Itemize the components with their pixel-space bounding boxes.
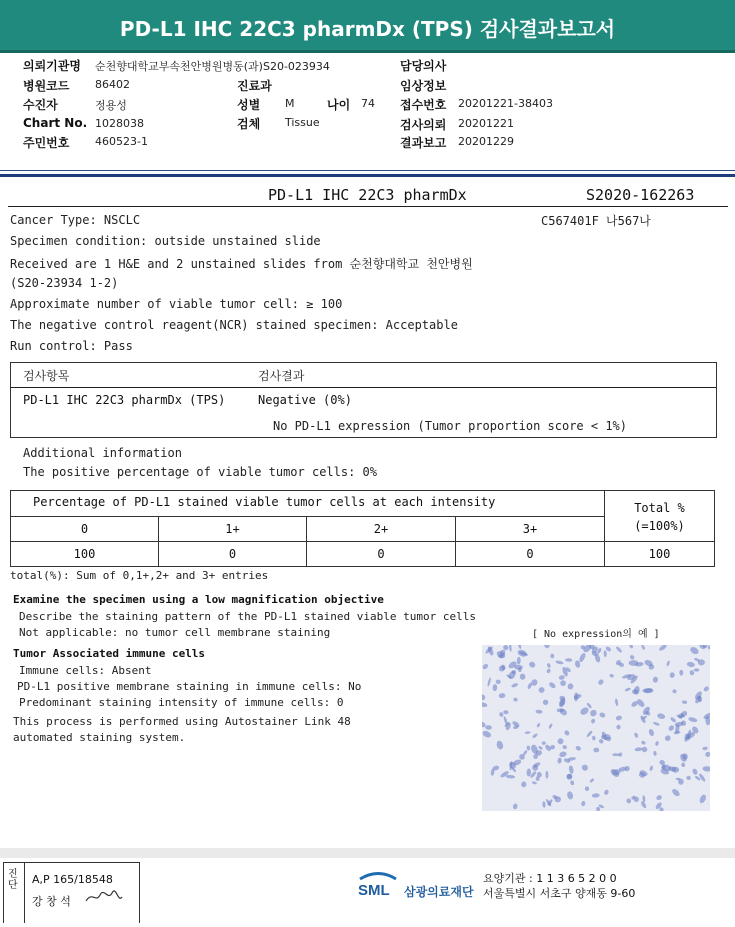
sml-logo-icon [356,870,400,898]
intensity-col-1plus [158,516,307,542]
signature-box-divider [24,863,25,923]
intensity-value-2plus [306,541,456,567]
immune-line: Predominant staining intensity of immune cells: 0 [19,696,344,709]
header-value-sex: M [285,97,295,110]
intensity-value-total [604,541,715,567]
result-detail: No PD-L1 expression (Tumor proportion score < 1%) [273,419,628,433]
signature-box [3,862,140,923]
header-label-report-date: 결과보고 [400,136,447,150]
tissue-nucleus [546,771,549,779]
header-divider-thick [0,174,735,177]
intensity-total-value: 100 [648,547,671,561]
result-col-header-item: 검사항목 [23,369,70,383]
intensity-table-header [10,490,605,517]
intensity-value-3plus [455,541,605,567]
intensity-value: 0 [228,547,237,561]
intensity-col-2plus [306,516,456,542]
org-logo [356,870,400,902]
report-heading-rule [8,206,728,207]
tissue-stain-pattern [482,645,710,811]
tissue-nucleus [555,796,561,802]
result-table-divider [11,387,716,388]
report-line: The negative control reagent(NCR) stained specimen: Acceptable [10,318,458,332]
org-name: 삼광의료재단 [404,885,474,899]
report-line: Run control: Pass [10,339,133,353]
intensity-col-0 [10,516,159,542]
additional-info-line: The positive percentage of viable tumor cells: 0% [23,465,378,479]
report-title-bar [0,0,735,53]
header-label-sex: 성별 [237,98,261,112]
intensity-header-text: Percentage of PD-L1 stained viable tumor cells at each intensity [33,495,496,509]
header-label-doctor: 담당의사 [400,59,447,73]
tissue-nucleus [612,753,619,756]
result-item: PD-L1 IHC 22C3 pharmDx (TPS) [23,393,226,407]
additional-info-title: Additional information [23,446,182,460]
intensity-col-3plus [455,516,605,542]
examine-line: Describe the staining pattern of the PD-L1 stained viable tumor cells [19,610,476,623]
intensity-col-label: 0 [80,522,89,536]
header-value-patient: 정용성 [95,99,127,112]
header-value-specimen: Tissue [285,116,320,129]
report-line: (S20-23934 1-2) [10,276,119,290]
intensity-value: 0 [526,547,534,561]
logo-text: SML [358,882,390,898]
report-test-name: PD-L1 IHC 22C3 pharmDx [268,186,467,204]
intensity-col-label: 3+ [522,522,538,536]
header-value-hospital-code: 86402 [95,78,130,91]
intensity-value-1plus [158,541,307,567]
header-label-age: 나이 [327,98,351,112]
result-value: Negative (0%) [258,393,352,407]
report-line: Cancer Type: NSCLC [10,213,141,227]
signer-name: 강 창 석 [32,895,71,908]
total-note: total(%): Sum of 0,1+,2+ and 3+ entries [10,569,269,582]
header-label-department: 진료과 [237,79,272,93]
agency-line: 요양기관 : 1 1 3 6 5 2 0 0 [483,872,617,885]
process-line: This process is performed using Autostainer Link 48 [13,715,351,728]
result-col-header-result: 검사결과 [258,369,305,383]
intensity-value: 0 [377,547,385,561]
immune-title: Tumor Associated immune cells [13,647,206,660]
total-header-line2: (=100%) [634,519,685,533]
intensity-value-0 [10,541,159,567]
block-code: C567401F 나567나 [541,214,651,228]
intensity-value: 100 [73,547,96,561]
header-divider-thin [0,170,735,171]
header-value-request-date: 20201221 [458,117,514,130]
intensity-total-header [604,490,715,542]
report-title: PD-L1 IHC 22C3 pharmDx (TPS) 검사결과보고서 [119,17,616,41]
header-label-specimen: 검체 [237,117,261,131]
header-label-institution: 의뢰기관명 [23,59,81,73]
header-label-patient: 수진자 [23,98,58,112]
total-header-line1: Total % [634,501,685,515]
header-value-age: 74 [361,97,375,110]
result-table [10,362,717,438]
tissue-micrograph-image [482,645,710,811]
intensity-col-label: 1+ [225,522,240,536]
header-value-institution: 순천향대학교부속천안병원병동(과)S20-023934 [95,60,330,73]
footer-separator [0,848,735,858]
immune-line: PD-L1 positive membrane staining in immune cells: No [17,680,362,693]
signature-icon [84,889,124,905]
intensity-col-label: 2+ [373,522,389,536]
process-line: automated staining system. [13,731,186,744]
immune-line: Immune cells: Absent [19,664,152,677]
address-line: 서울특별시 서초구 양재동 9-60 [483,887,636,900]
header-label-chart-no: Chart No. [23,116,88,130]
examine-line: Not applicable: no tumor cell membrane staining [19,626,331,639]
header-value-receipt-no: 20201221-38403 [458,97,553,110]
examine-title: Examine the specimen using a low magnification objective [13,593,384,606]
tissue-nucleus [629,660,639,666]
report-number: S2020-162263 [586,186,695,204]
report-line: Approximate number of viable tumor cell: ≥ 100 [10,297,343,311]
ap-number: A,P 165/18548 [32,873,113,886]
header-label-receipt-no: 접수번호 [400,98,447,112]
header-value-chart-no: 1028038 [95,117,144,130]
stamp-side-label: 진단 [8,869,18,891]
header-value-report-date: 20201229 [458,135,514,148]
header-value-resident-no: 460523-1 [95,135,148,148]
report-line: Specimen condition: outside unstained slide [10,234,321,248]
header-label-hospital-code: 병원코드 [23,79,70,93]
image-caption: [ No expression의 예 ] [532,629,660,640]
header-label-clinical-info: 임상정보 [400,79,447,93]
report-line: Received are 1 H&E and 2 unstained slides from 순천향대학교 천안병원 [10,257,473,271]
header-label-resident-no: 주민번호 [23,136,70,150]
header-label-request-date: 검사의뢰 [400,118,447,132]
